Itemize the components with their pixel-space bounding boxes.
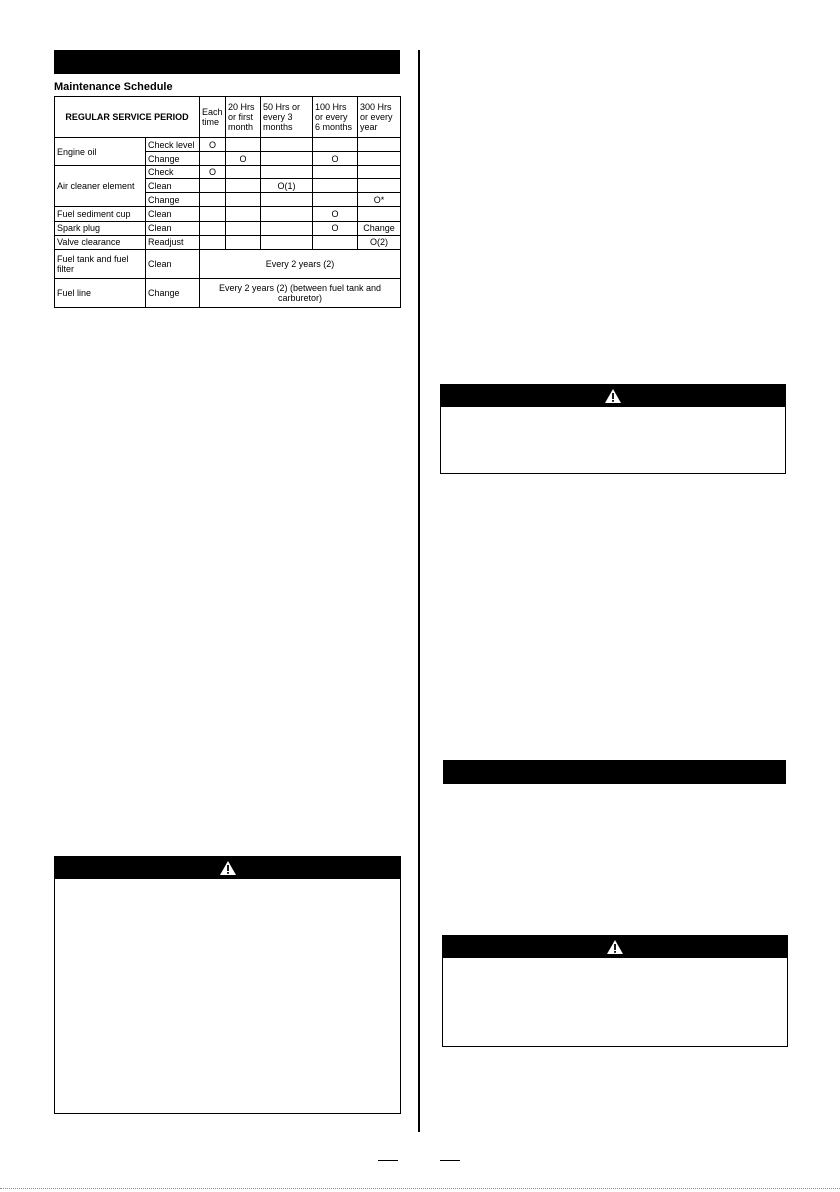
empty-cell <box>358 179 401 193</box>
empty-cell <box>261 207 313 221</box>
bottom-border <box>0 1188 840 1189</box>
empty-cell <box>313 193 358 207</box>
mark-cell: O(1) <box>261 179 313 193</box>
action-cell: Check level <box>146 138 200 152</box>
empty-cell <box>226 221 261 235</box>
empty-cell <box>261 193 313 207</box>
column-divider <box>418 50 420 1132</box>
warning-triangle-icon <box>606 939 624 955</box>
warning-box-1 <box>440 384 786 474</box>
table-row <box>55 235 401 249</box>
empty-cell <box>200 221 226 235</box>
empty-cell <box>226 179 261 193</box>
mark-cell: O(2) <box>358 235 401 249</box>
mark-cell: O <box>200 166 226 179</box>
empty-cell <box>261 166 313 179</box>
empty-cell <box>226 193 261 207</box>
item-sediment-cup: Fuel sediment cup <box>55 207 146 221</box>
empty-cell <box>358 207 401 221</box>
empty-cell <box>313 138 358 152</box>
empty-cell <box>358 152 401 166</box>
empty-cell <box>200 193 226 207</box>
page-number-line-left <box>378 1160 398 1161</box>
table-row <box>55 138 401 152</box>
item-fuel-line: Fuel line <box>55 278 146 307</box>
warning-header <box>441 385 785 407</box>
empty-cell <box>226 235 261 249</box>
empty-cell <box>200 179 226 193</box>
item-valve-clearance: Valve clearance <box>55 235 146 249</box>
action-cell: Change <box>146 278 200 307</box>
mark-cell: O <box>313 207 358 221</box>
header-20hrs: 20 Hrs or first month <box>226 97 261 138</box>
empty-cell <box>200 152 226 166</box>
empty-cell <box>226 207 261 221</box>
action-cell: Check <box>146 166 200 179</box>
warning-box-3 <box>54 856 401 1114</box>
item-fuel-tank: Fuel tank and fuel filter <box>55 249 146 278</box>
action-cell: Change <box>146 193 200 207</box>
header-each-time: Each time <box>200 97 226 138</box>
table-row <box>55 221 401 235</box>
header-50hrs: 50 Hrs or every 3 months <box>261 97 313 138</box>
empty-cell <box>226 166 261 179</box>
item-spark-plug: Spark plug <box>55 221 146 235</box>
table-row <box>55 207 401 221</box>
page-number-line-right <box>440 1160 460 1161</box>
action-cell: Clean <box>146 179 200 193</box>
table-row <box>55 249 401 278</box>
warning-header <box>443 936 787 958</box>
mark-cell: O <box>313 221 358 235</box>
span-cell: Every 2 years (2) (between fuel tank and carburetor) <box>200 278 401 307</box>
empty-cell <box>313 166 358 179</box>
section-header-bar-left <box>54 50 400 74</box>
empty-cell <box>200 207 226 221</box>
mark-cell: Change <box>358 221 401 235</box>
mark-cell: O* <box>358 193 401 207</box>
empty-cell <box>313 235 358 249</box>
action-cell: Readjust <box>146 235 200 249</box>
mark-cell: O <box>200 138 226 152</box>
table-row <box>55 166 401 179</box>
item-engine-oil: Engine oil <box>55 138 146 166</box>
span-cell: Every 2 years (2) <box>200 249 401 278</box>
empty-cell <box>261 221 313 235</box>
header-100hrs: 100 Hrs or every 6 months <box>313 97 358 138</box>
action-cell: Clean <box>146 249 200 278</box>
empty-cell <box>313 179 358 193</box>
warning-triangle-icon <box>219 860 237 876</box>
action-cell: Change <box>146 152 200 166</box>
empty-cell <box>200 235 226 249</box>
table-row <box>55 97 401 138</box>
empty-cell <box>358 138 401 152</box>
header-300hrs: 300 Hrs or every year <box>358 97 401 138</box>
item-air-cleaner: Air cleaner element <box>55 166 146 207</box>
empty-cell <box>226 138 261 152</box>
table-row <box>55 278 401 307</box>
warning-box-2 <box>442 935 788 1047</box>
maintenance-table <box>54 96 401 308</box>
empty-cell <box>261 235 313 249</box>
warning-triangle-icon <box>604 388 622 404</box>
empty-cell <box>261 152 313 166</box>
empty-cell <box>261 138 313 152</box>
mark-cell: O <box>313 152 358 166</box>
section-header-bar-right <box>443 760 786 784</box>
header-period: REGULAR SERVICE PERIOD <box>55 97 200 138</box>
schedule-caption: Maintenance Schedule <box>54 81 173 93</box>
action-cell: Clean <box>146 207 200 221</box>
empty-cell <box>358 166 401 179</box>
action-cell: Clean <box>146 221 200 235</box>
warning-header <box>55 857 400 879</box>
mark-cell: O <box>226 152 261 166</box>
